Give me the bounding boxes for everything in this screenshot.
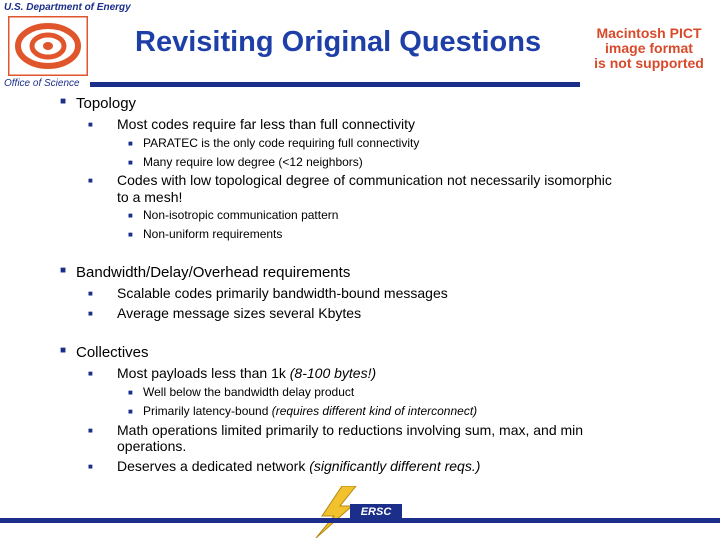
bullet-text: Well below the bandwidth delay product	[143, 385, 355, 399]
bullet-text: Most payloads less than 1k (8-100 bytes!)	[117, 365, 377, 381]
square-bullet-icon: ■	[88, 369, 93, 378]
pict-placeholder: Macintosh PICT image format is not supported	[594, 25, 704, 71]
bullet-text-continued: operations.	[117, 438, 187, 454]
agency-name: U.S. Department of Energy	[4, 2, 131, 13]
square-bullet-icon: ■	[88, 309, 93, 318]
bullet-collectives: Collectives	[76, 344, 149, 361]
bullet-text: Scalable codes primarily bandwidth-bound messages	[117, 285, 448, 301]
bullet-text: Codes with low topological degree of communication not necessarily isomorphic	[117, 172, 612, 188]
nersc-logo	[312, 486, 408, 538]
square-bullet-icon: ■	[128, 407, 133, 416]
square-bullet-icon: ■	[88, 120, 93, 129]
square-bullet-icon: ■	[128, 139, 133, 148]
square-bullet-icon: ■	[60, 265, 67, 276]
bullet-text: Non-uniform requirements	[143, 227, 283, 241]
office-name: Office of Science	[4, 78, 80, 89]
title-rule	[90, 82, 580, 87]
bullet-text: Primarily latency-bound (requires different kind of interconnect)	[143, 404, 478, 418]
bullet-bandwidth: Bandwidth/Delay/Overhead requirements	[76, 264, 351, 281]
bullet-text: Many require low degree (<12 neighbors)	[143, 155, 363, 169]
square-bullet-icon: ■	[60, 345, 67, 356]
square-bullet-icon: ■	[88, 176, 93, 185]
square-bullet-icon: ■	[88, 462, 93, 471]
footer-rule	[0, 518, 720, 523]
bullet-text: Deserves a dedicated network (significantly different reqs.)	[117, 458, 481, 474]
bullet-text: PARATEC is the only code requiring full connectivity	[143, 136, 420, 150]
bullet-text: Math operations limited primarily to reductions involving sum, max, and min	[117, 422, 584, 438]
square-bullet-icon: ■	[128, 230, 133, 239]
bullet-text: Average message sizes several Kbytes	[117, 305, 362, 321]
bullet-text: Most codes require far less than full connectivity	[117, 116, 416, 132]
nersc-logo-text: ERSC	[360, 506, 392, 518]
square-bullet-icon: ■	[128, 388, 133, 397]
square-bullet-icon: ■	[128, 211, 133, 220]
square-bullet-icon: ■	[88, 426, 93, 435]
bullet-text-continued: to a mesh!	[117, 189, 183, 205]
doe-office-of-science-logo	[8, 16, 88, 76]
slide-title: Revisiting Original Questions	[135, 26, 542, 58]
square-bullet-icon: ■	[60, 96, 67, 107]
bullet-topology: Topology	[76, 95, 137, 112]
square-bullet-icon: ■	[88, 289, 93, 298]
bullet-text: Non-isotropic communication pattern	[143, 208, 339, 222]
square-bullet-icon: ■	[128, 158, 133, 167]
